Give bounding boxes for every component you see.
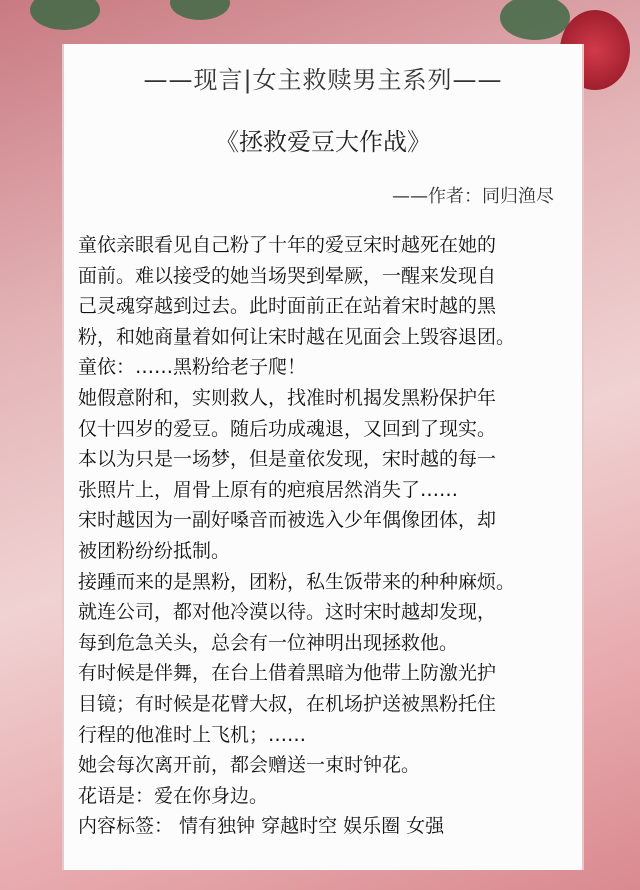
- synopsis-line: 花语是：爱在你身边。: [78, 784, 269, 807]
- synopsis-line: 仅十四岁的爱豆。随后功成魂退，又回到了现实。: [78, 417, 497, 440]
- leaf-decoration: [500, 0, 570, 40]
- synopsis-line: 童依：……黑粉给老子爬！: [78, 356, 307, 379]
- book-title: 《拯救爱豆大作战》: [215, 128, 431, 156]
- leaf-decoration: [170, 0, 230, 20]
- synopsis-line: 宋时越因为一副好嗓音而被选入少年偶像团体，却: [78, 509, 497, 532]
- synopsis-line: 被团粉纷纷抵制。: [78, 539, 231, 562]
- synopsis-line: 就连公司，都对他冷漠以待。这时宋时越却发现，: [78, 601, 497, 624]
- series-heading: ——现言|女主救赎男主系列——: [143, 66, 503, 94]
- synopsis-line: 本以为只是一场梦，但是童依发现，宋时越的每一: [78, 448, 497, 471]
- synopsis-line: 目镜；有时候是花臂大叔，在机场护送被黑粉托住: [78, 692, 497, 715]
- author-line: ——作者：同归渔尽: [392, 186, 554, 207]
- synopsis-line: 行程的他准时上飞机；……: [78, 723, 307, 746]
- synopsis-line: 童依亲眼看见自己粉了十年的爱豆宋时越死在她的: [78, 234, 497, 256]
- synopsis-line: 接踵而来的是黑粉，团粉，私生饭带来的种种麻烦。: [78, 570, 516, 593]
- leaf-decoration: [30, 0, 100, 30]
- synopsis-line: 粉，和她商量着如何让宋时越在见面会上毁容退团。: [78, 325, 516, 348]
- synopsis-line: 她假意附和，实则救人，找准时机揭发黑粉保护年: [78, 386, 497, 409]
- synopsis-line: 张照片上，眉骨上原有的疤痕居然消失了……: [78, 478, 459, 501]
- synopsis-line: 每到危急关头，总会有一位神明出现拯救他。: [78, 631, 459, 654]
- synopsis-line: 有时候是伴舞，在台上借着黑暗为他带上防激光护: [78, 662, 497, 685]
- synopsis-line: 己灵魂穿越到过去。此时面前正在站着宋时越的黑: [78, 295, 497, 318]
- synopsis-line: 内容标签： 情有独钟 穿越时空 娱乐圈 女强: [78, 815, 445, 838]
- synopsis-line: 面前。难以接受的她当场哭到晕厥，一醒来发现自: [78, 264, 497, 287]
- synopsis-line: 她会每次离开前，都会赠送一束时钟花。: [78, 754, 421, 777]
- synopsis-text: [78, 230, 598, 842]
